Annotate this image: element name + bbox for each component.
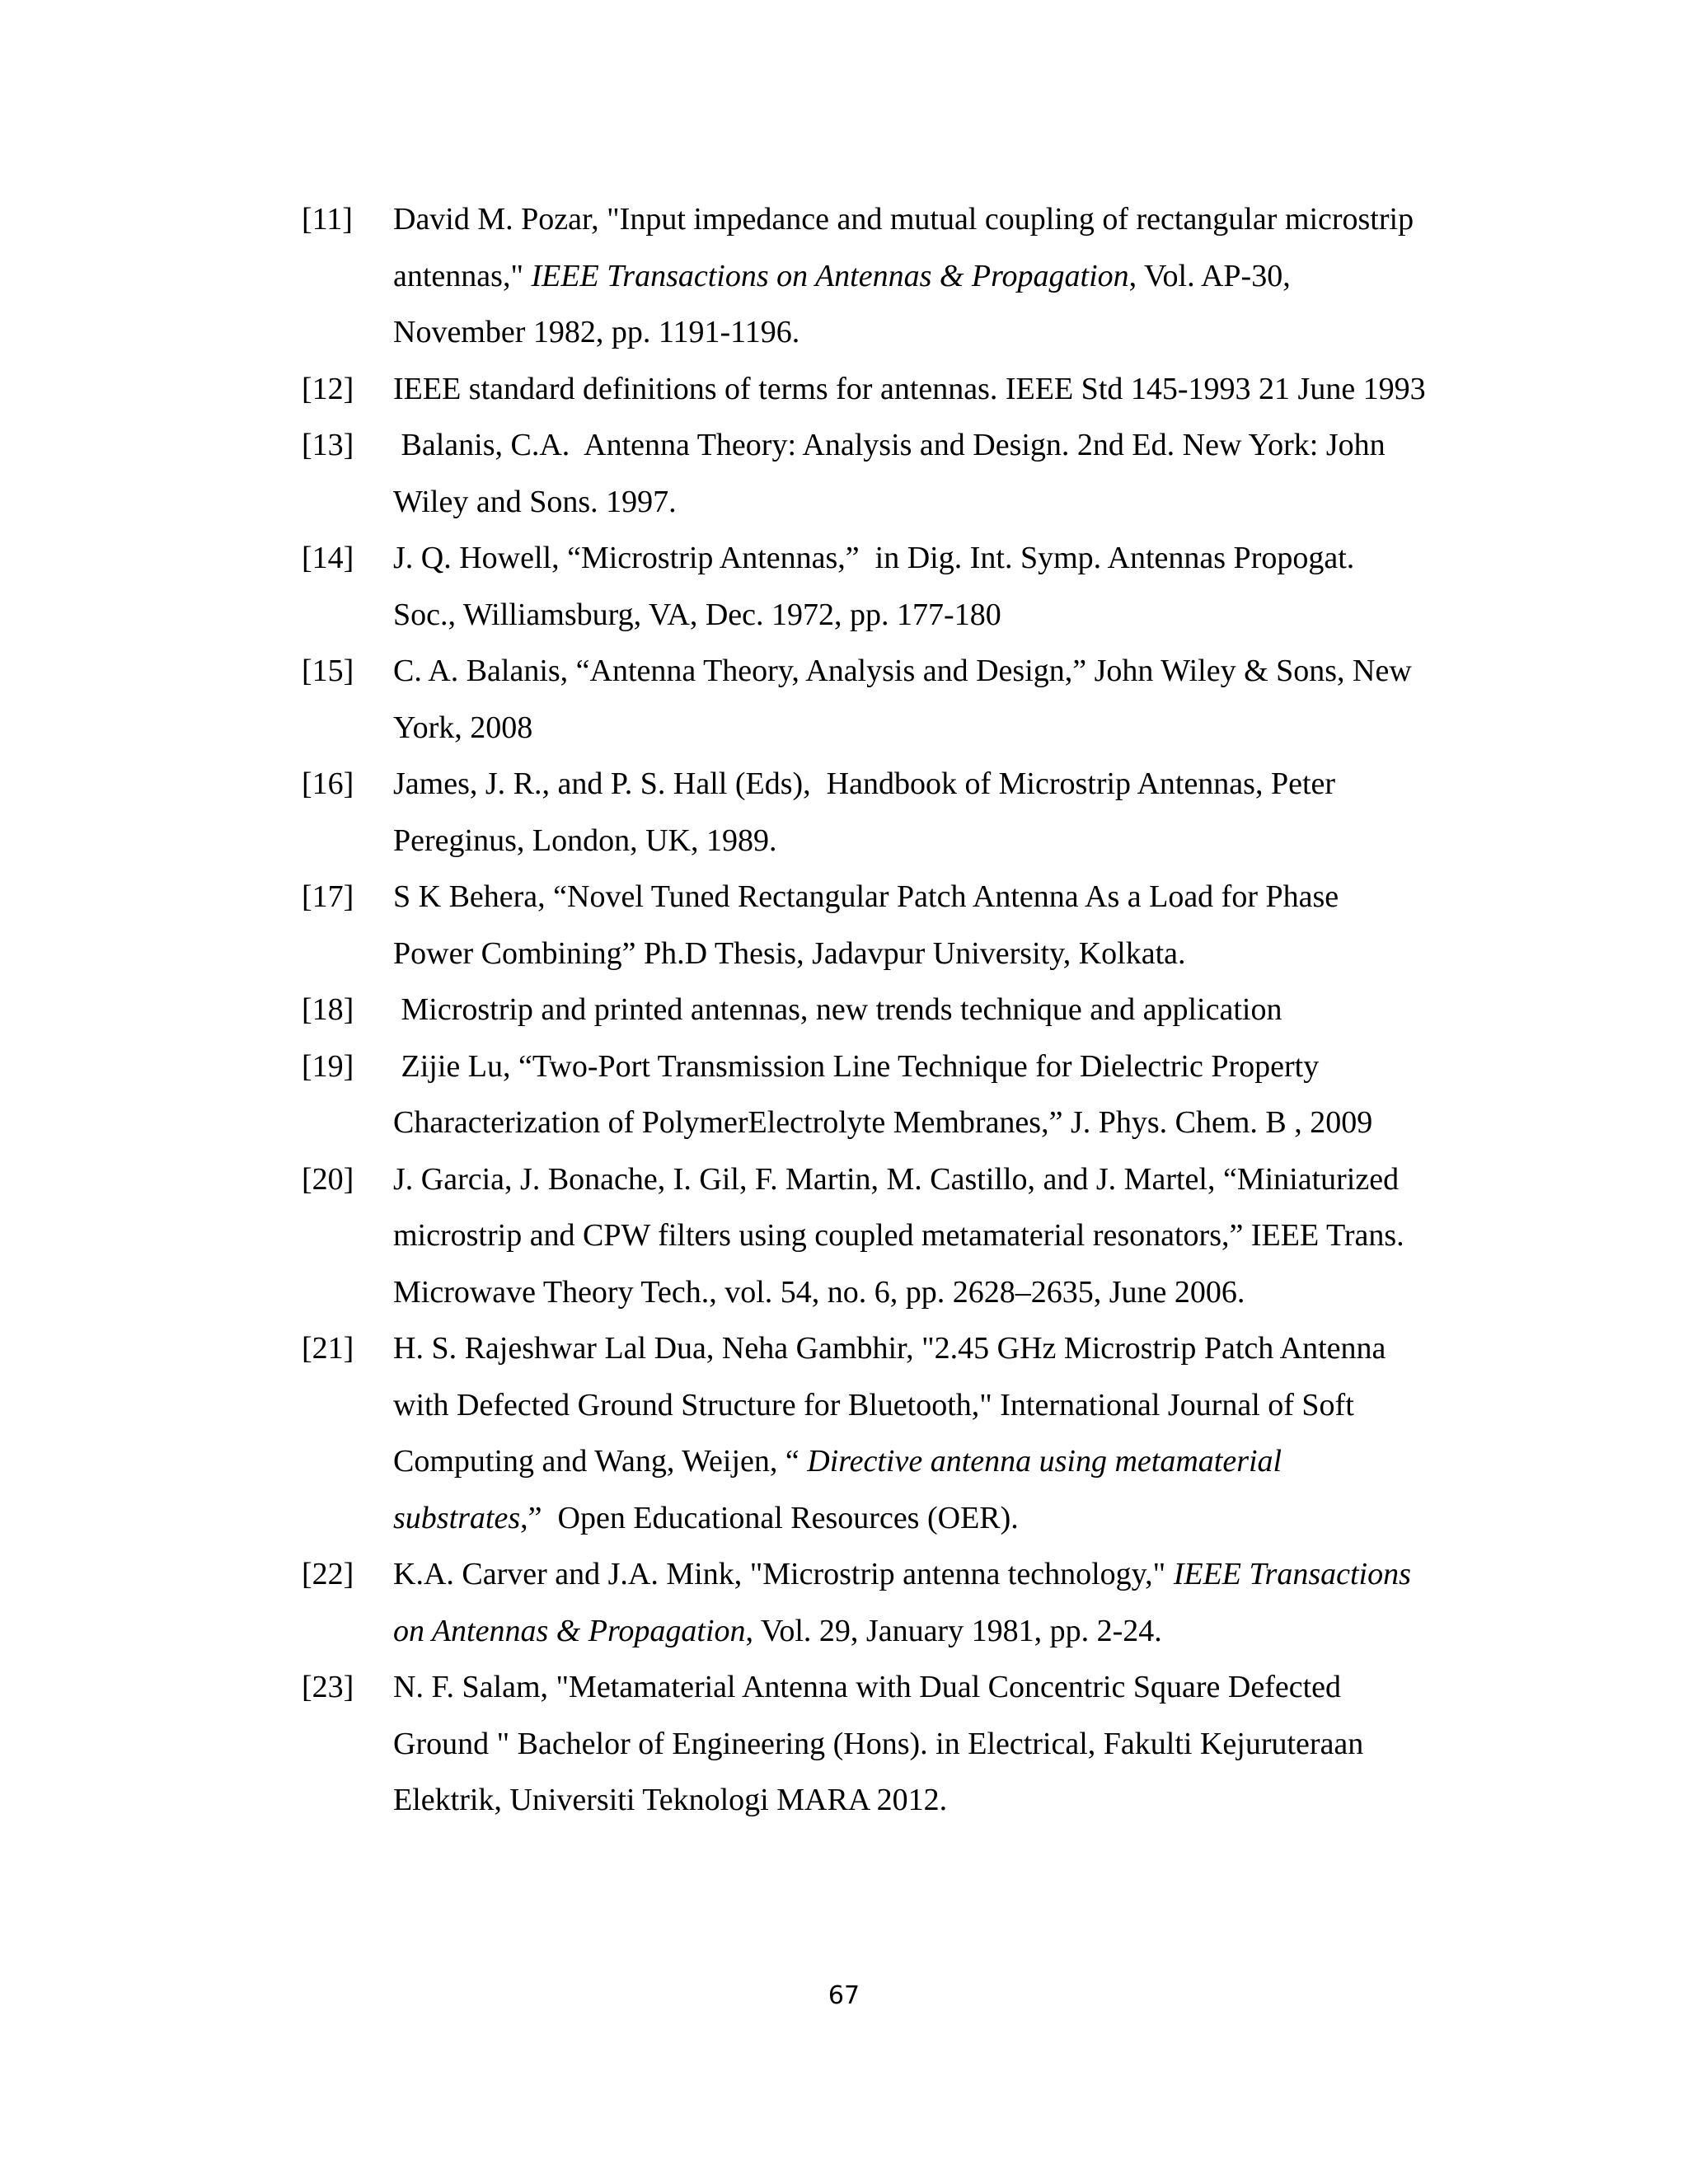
reference-segment: with Defected Ground Structure for Bluetooth," International Journal of Soft <box>393 1387 1354 1422</box>
reference-entry <box>302 417 1489 530</box>
reference-segment: J. Garcia, J. Bonache, I. Gil, F. Martin, M. Castillo, and J. Martel, “Miniaturized <box>393 1161 1400 1197</box>
reference-segment: N. F. Salam, "Metamaterial Antenna with Dual Concentric Square Defected <box>393 1670 1342 1704</box>
reference-segment: Balanis, C.A. Antenna Theory: Analysis and Design. 2nd Ed. New York: John <box>393 428 1386 462</box>
reference-number: [21] <box>302 1331 354 1366</box>
reference-segment: James, J. R., and P. S. Hall (Eds), Handbook of Microstrip Antennas, Peter <box>393 766 1336 801</box>
reference-number: [14] <box>302 541 354 575</box>
reference-text <box>393 1320 1489 1546</box>
reference-entry <box>302 1546 1489 1659</box>
reference-segment: ,” Open Educational Resources (OER). <box>520 1500 1019 1535</box>
reference-segment: microstrip and CPW filters using coupled metamaterial resonators,” IEEE Trans. <box>393 1218 1404 1253</box>
reference-segment: Soc., Williamsburg, VA, Dec. 1972, pp. 177-180 <box>393 597 1001 632</box>
reference-line <box>393 1546 1489 1603</box>
reference-line <box>393 982 1489 1038</box>
reference-italic-segment: on Antennas & Propagation <box>393 1613 746 1648</box>
reference-entry <box>302 191 1489 361</box>
reference-entry <box>302 1320 1489 1546</box>
reference-number: [19] <box>302 1048 354 1084</box>
reference-segment: November 1982, pp. 1191-1196. <box>393 315 800 349</box>
reference-line <box>393 1772 1489 1829</box>
reference-line <box>393 1716 1489 1773</box>
reference-segment: H. S. Rajeshwar Lal Dua, Neha Gambhir, "2.45 GHz Microstrip Patch Antenna <box>393 1331 1386 1366</box>
reference-number: [11] <box>302 202 353 237</box>
reference-line <box>393 700 1489 757</box>
reference-entry <box>302 1038 1489 1151</box>
reference-text <box>393 869 1489 982</box>
reference-segment: Microstrip and printed antennas, new trends technique and application <box>393 992 1282 1027</box>
reference-line <box>393 474 1489 531</box>
reference-line <box>393 756 1489 813</box>
reference-italic-segment: IEEE Transactions on Antennas & Propagation <box>531 258 1129 293</box>
reference-line <box>393 643 1489 700</box>
reference-text <box>393 756 1489 869</box>
reference-text <box>393 417 1489 530</box>
reference-entry <box>302 982 1489 1038</box>
reference-segment: antennas," <box>393 258 532 293</box>
reference-list <box>302 191 1489 1829</box>
reference-number: [15] <box>302 654 354 688</box>
reference-line <box>393 1094 1489 1151</box>
reference-segment: Ground " Bachelor of Engineering (Hons). in Electrical, Fakulti Kejuruteraan <box>393 1726 1364 1761</box>
reference-segment: K.A. Carver and J.A. Mink, "Microstrip antenna technology," <box>393 1557 1174 1591</box>
reference-entry <box>302 643 1489 756</box>
page-number: 67 <box>828 1981 860 2010</box>
reference-line <box>393 587 1489 644</box>
reference-number: [20] <box>302 1161 354 1197</box>
reference-line <box>393 926 1489 982</box>
reference-number: [12] <box>302 371 354 406</box>
reference-text <box>393 1151 1489 1321</box>
reference-entry <box>302 530 1489 643</box>
reference-segment: David M. Pozar, "Input impedance and mutual coupling of rectangular microstrip <box>393 202 1414 237</box>
reference-line <box>393 1377 1489 1434</box>
reference-entry <box>302 756 1489 869</box>
reference-number: [22] <box>302 1557 354 1591</box>
reference-segment: Elektrik, Universiti Teknologi MARA 2012. <box>393 1783 948 1817</box>
reference-segment: , Vol. 29, January 1981, pp. 2-24. <box>745 1613 1162 1648</box>
reference-line <box>393 1490 1489 1547</box>
reference-text <box>393 1546 1489 1659</box>
reference-line <box>393 417 1489 474</box>
reference-line <box>393 1207 1489 1264</box>
reference-text <box>393 1038 1489 1151</box>
reference-italic-segment: IEEE Transactions <box>1173 1557 1411 1591</box>
reference-text <box>393 530 1489 643</box>
reference-line <box>393 304 1489 361</box>
reference-line <box>393 361 1489 418</box>
reference-line <box>393 813 1489 869</box>
reference-italic-segment: Directive antenna using metamaterial <box>807 1444 1282 1479</box>
reference-number: [17] <box>302 879 354 914</box>
reference-line <box>393 1151 1489 1208</box>
reference-line <box>393 1264 1489 1321</box>
reference-line <box>393 1659 1489 1716</box>
reference-number: [23] <box>302 1670 354 1704</box>
reference-segment: York, 2008 <box>393 710 533 745</box>
reference-segment: Zijie Lu, “Two-Port Transmission Line Technique for Dielectric Property <box>393 1048 1320 1084</box>
reference-segment: S K Behera, “Novel Tuned Rectangular Patch Antenna As a Load for Phase <box>393 879 1339 914</box>
reference-segment: Microwave Theory Tech., vol. 54, no. 6, pp. 2628–2635, June 2006. <box>393 1274 1245 1310</box>
reference-line <box>393 1038 1489 1095</box>
reference-line <box>393 248 1489 305</box>
reference-segment: J. Q. Howell, “Microstrip Antennas,” in Dig. Int. Symp. Antennas Propogat. <box>393 541 1355 575</box>
reference-text <box>393 643 1489 756</box>
reference-text <box>393 191 1489 361</box>
reference-line <box>393 1433 1489 1490</box>
reference-line <box>393 1320 1489 1377</box>
reference-entry <box>302 1151 1489 1321</box>
reference-segment: IEEE standard definitions of terms for antennas. IEEE Std 145-1993 21 June 1993 <box>393 371 1426 406</box>
reference-segment: C. A. Balanis, “Antenna Theory, Analysis and Design,” John Wiley & Sons, New <box>393 654 1412 688</box>
reference-segment: Characterization of PolymerElectrolyte Membranes,” J. Phys. Chem. B , 2009 <box>393 1105 1373 1140</box>
reference-number: [16] <box>302 766 354 801</box>
reference-line <box>393 191 1489 248</box>
reference-segment: , Vol. AP-30, <box>1128 258 1291 293</box>
reference-text <box>393 1659 1489 1829</box>
reference-entry <box>302 1659 1489 1829</box>
reference-line <box>393 869 1489 926</box>
reference-segment: Pereginus, London, UK, 1989. <box>393 823 777 858</box>
reference-segment: Computing and Wang, Weijen, “ <box>393 1444 808 1479</box>
reference-italic-segment: substrates <box>393 1500 521 1535</box>
reference-text <box>393 361 1489 418</box>
reference-line <box>393 530 1489 587</box>
reference-number: [13] <box>302 428 354 462</box>
reference-line <box>393 1603 1489 1660</box>
reference-entry <box>302 869 1489 982</box>
reference-text <box>393 982 1489 1038</box>
reference-entry <box>302 361 1489 418</box>
reference-segment: Wiley and Sons. 1997. <box>393 484 677 519</box>
reference-number: [18] <box>302 992 354 1027</box>
reference-segment: Power Combining” Ph.D Thesis, Jadavpur University, Kolkata. <box>393 935 1186 971</box>
